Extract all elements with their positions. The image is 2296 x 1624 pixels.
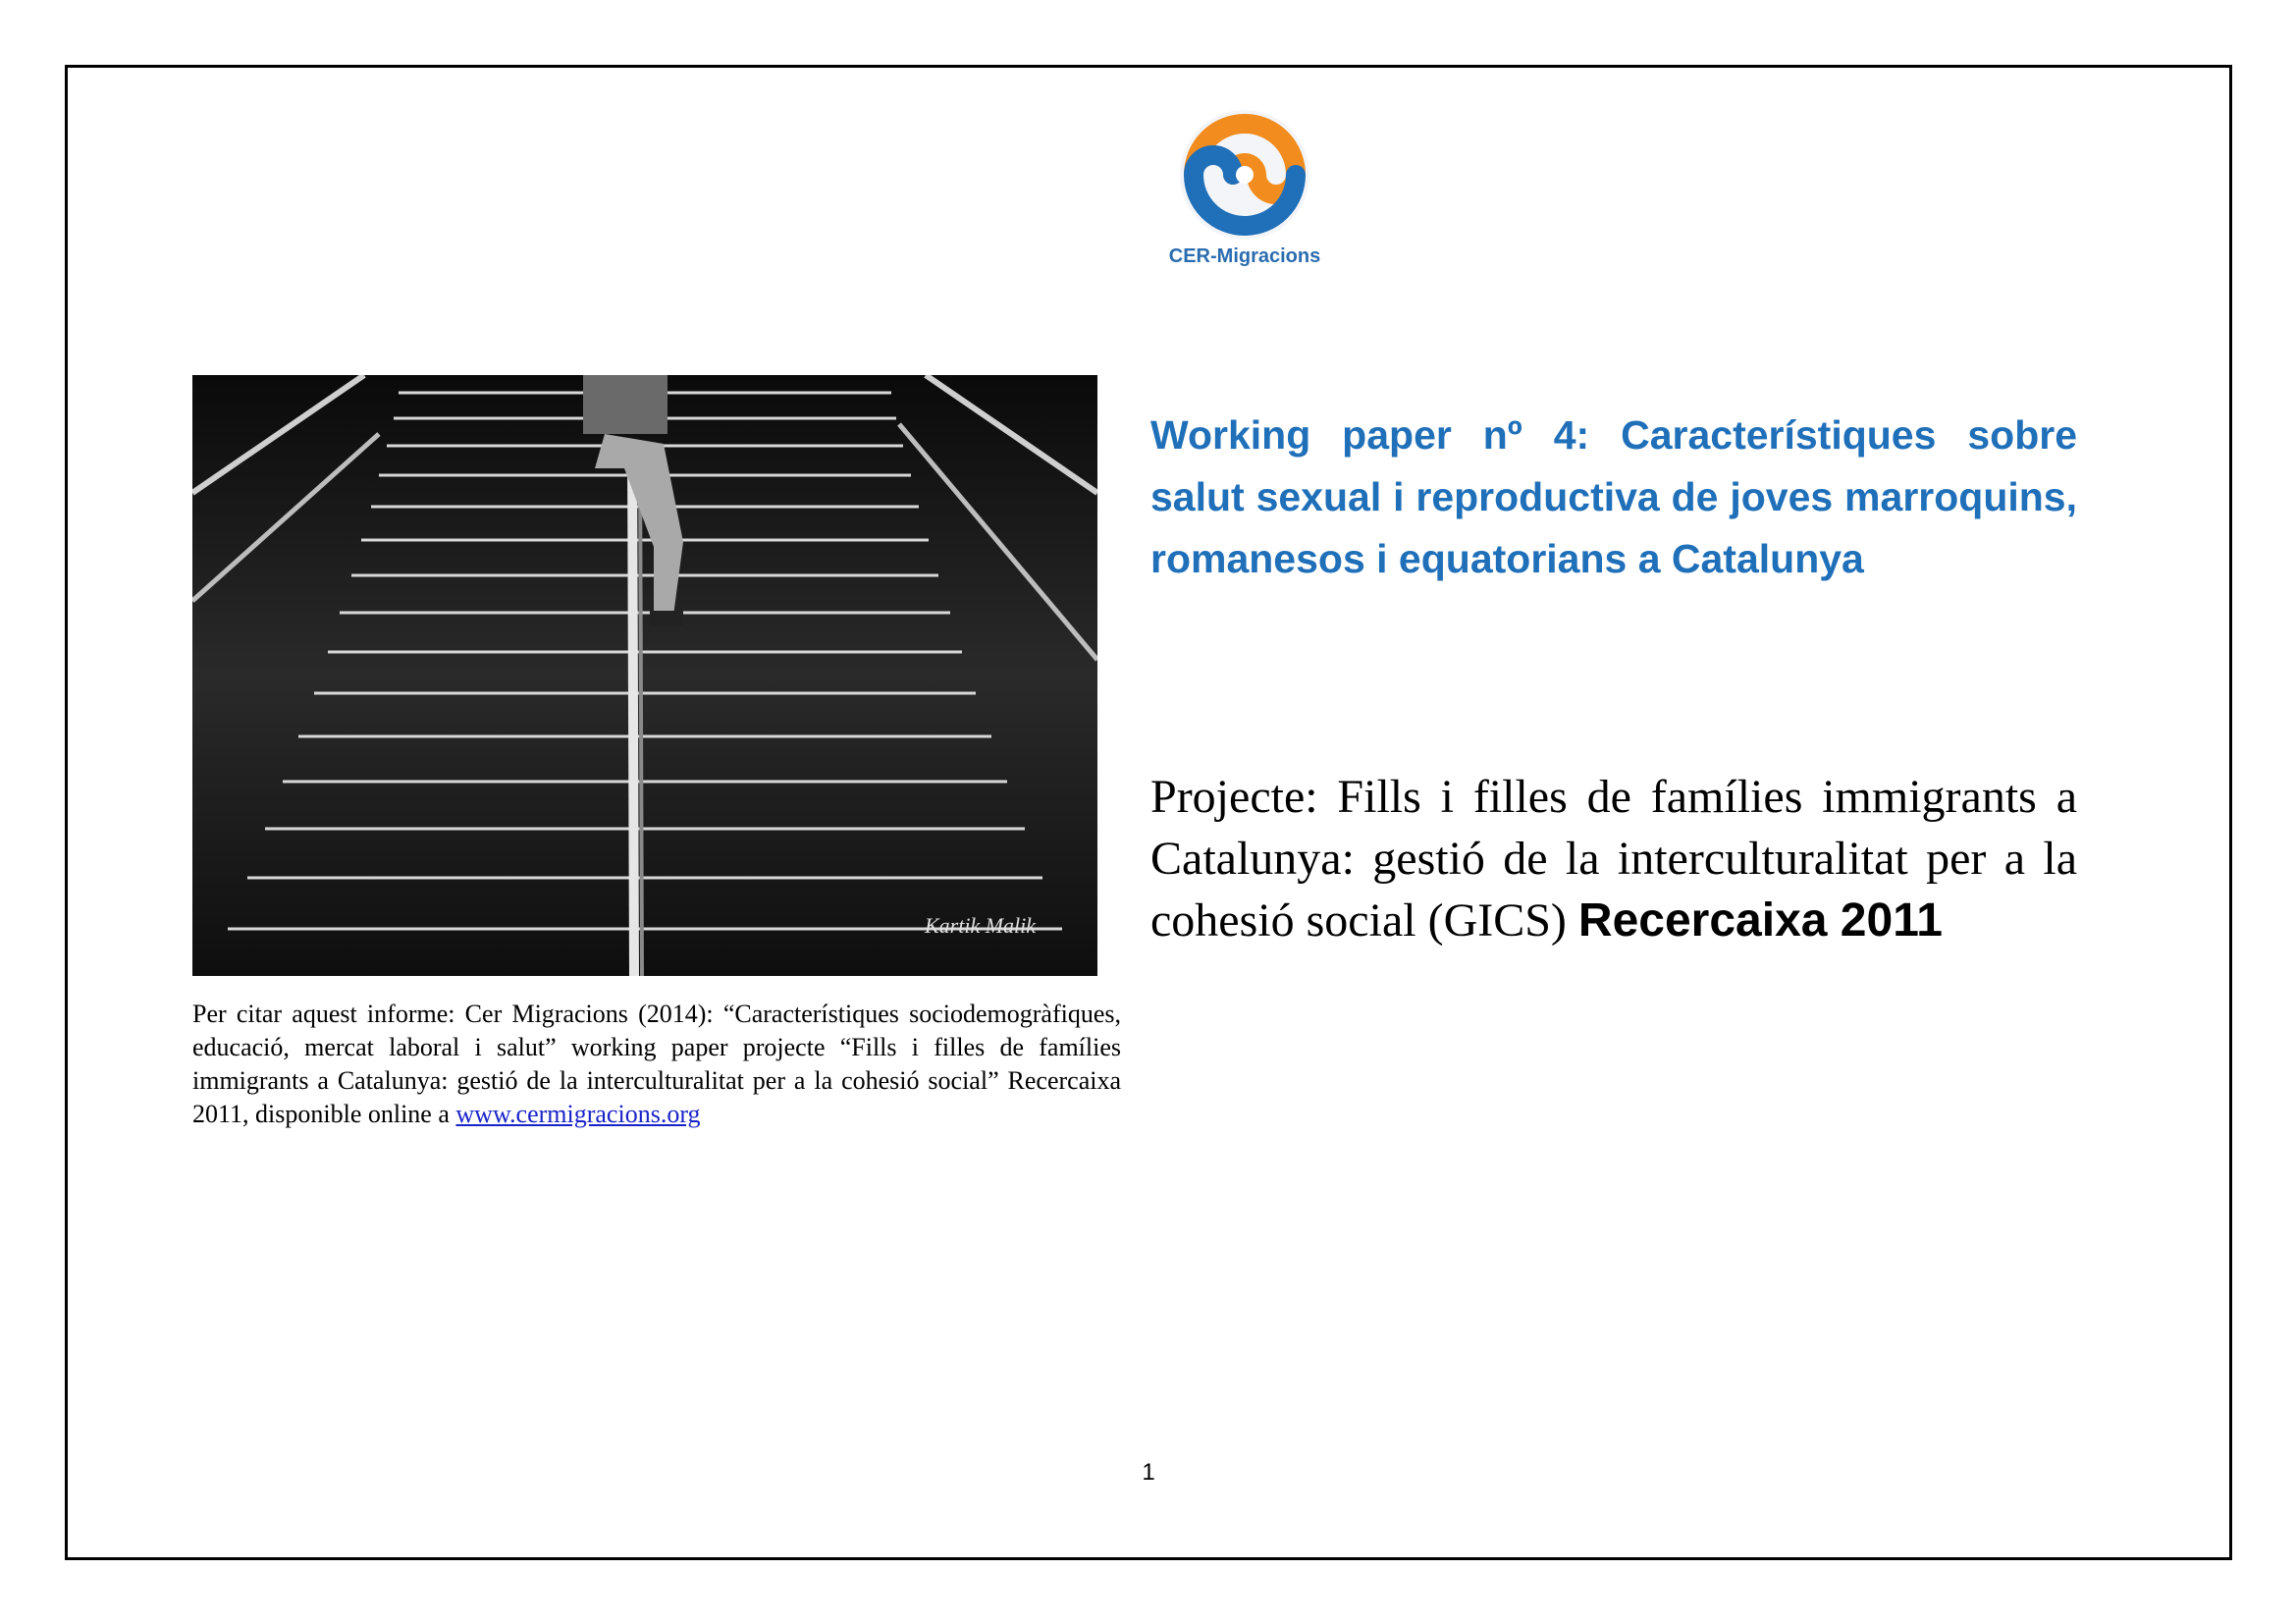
swirl-logo-icon bbox=[1139, 98, 1351, 245]
staircase-photo bbox=[192, 375, 1097, 976]
citation-link[interactable]: www.cermigracions.org bbox=[455, 1100, 701, 1128]
photo-watermark: Kartik Malik bbox=[925, 913, 1037, 938]
project-text: Projecte: Fills i filles de famílies immigrants a Catalunya: gestió de la interculturalitat per a la cohesió social (GICS) bbox=[1150, 771, 2077, 947]
project-statement bbox=[1150, 766, 2077, 951]
project-highlight: Recercaixa 2011 bbox=[1577, 894, 1943, 947]
page-number: 1 bbox=[1142, 1459, 1155, 1486]
citation-paragraph bbox=[192, 998, 1121, 1131]
document-title: Working paper nº 4: Característiques sobre salut sexual i reproductiva de joves marroquins, romanesos i equatorians a Catalunya bbox=[1150, 412, 2077, 581]
citation-text: Per citar aquest informe: Cer Migracions (2014): “Característiques sociodemogràfiques, educació, mercat laboral i salut” working paper projecte “Fills i filles de famílies immigrants a Catalunya: gestió de la interculturalitat per a la cohesió social” Recercaixa 2011, disponible online a bbox=[192, 1000, 1121, 1128]
cer-migracions-logo bbox=[1139, 98, 1351, 285]
logo-wordmark: CER-Migracions bbox=[1168, 245, 1321, 267]
